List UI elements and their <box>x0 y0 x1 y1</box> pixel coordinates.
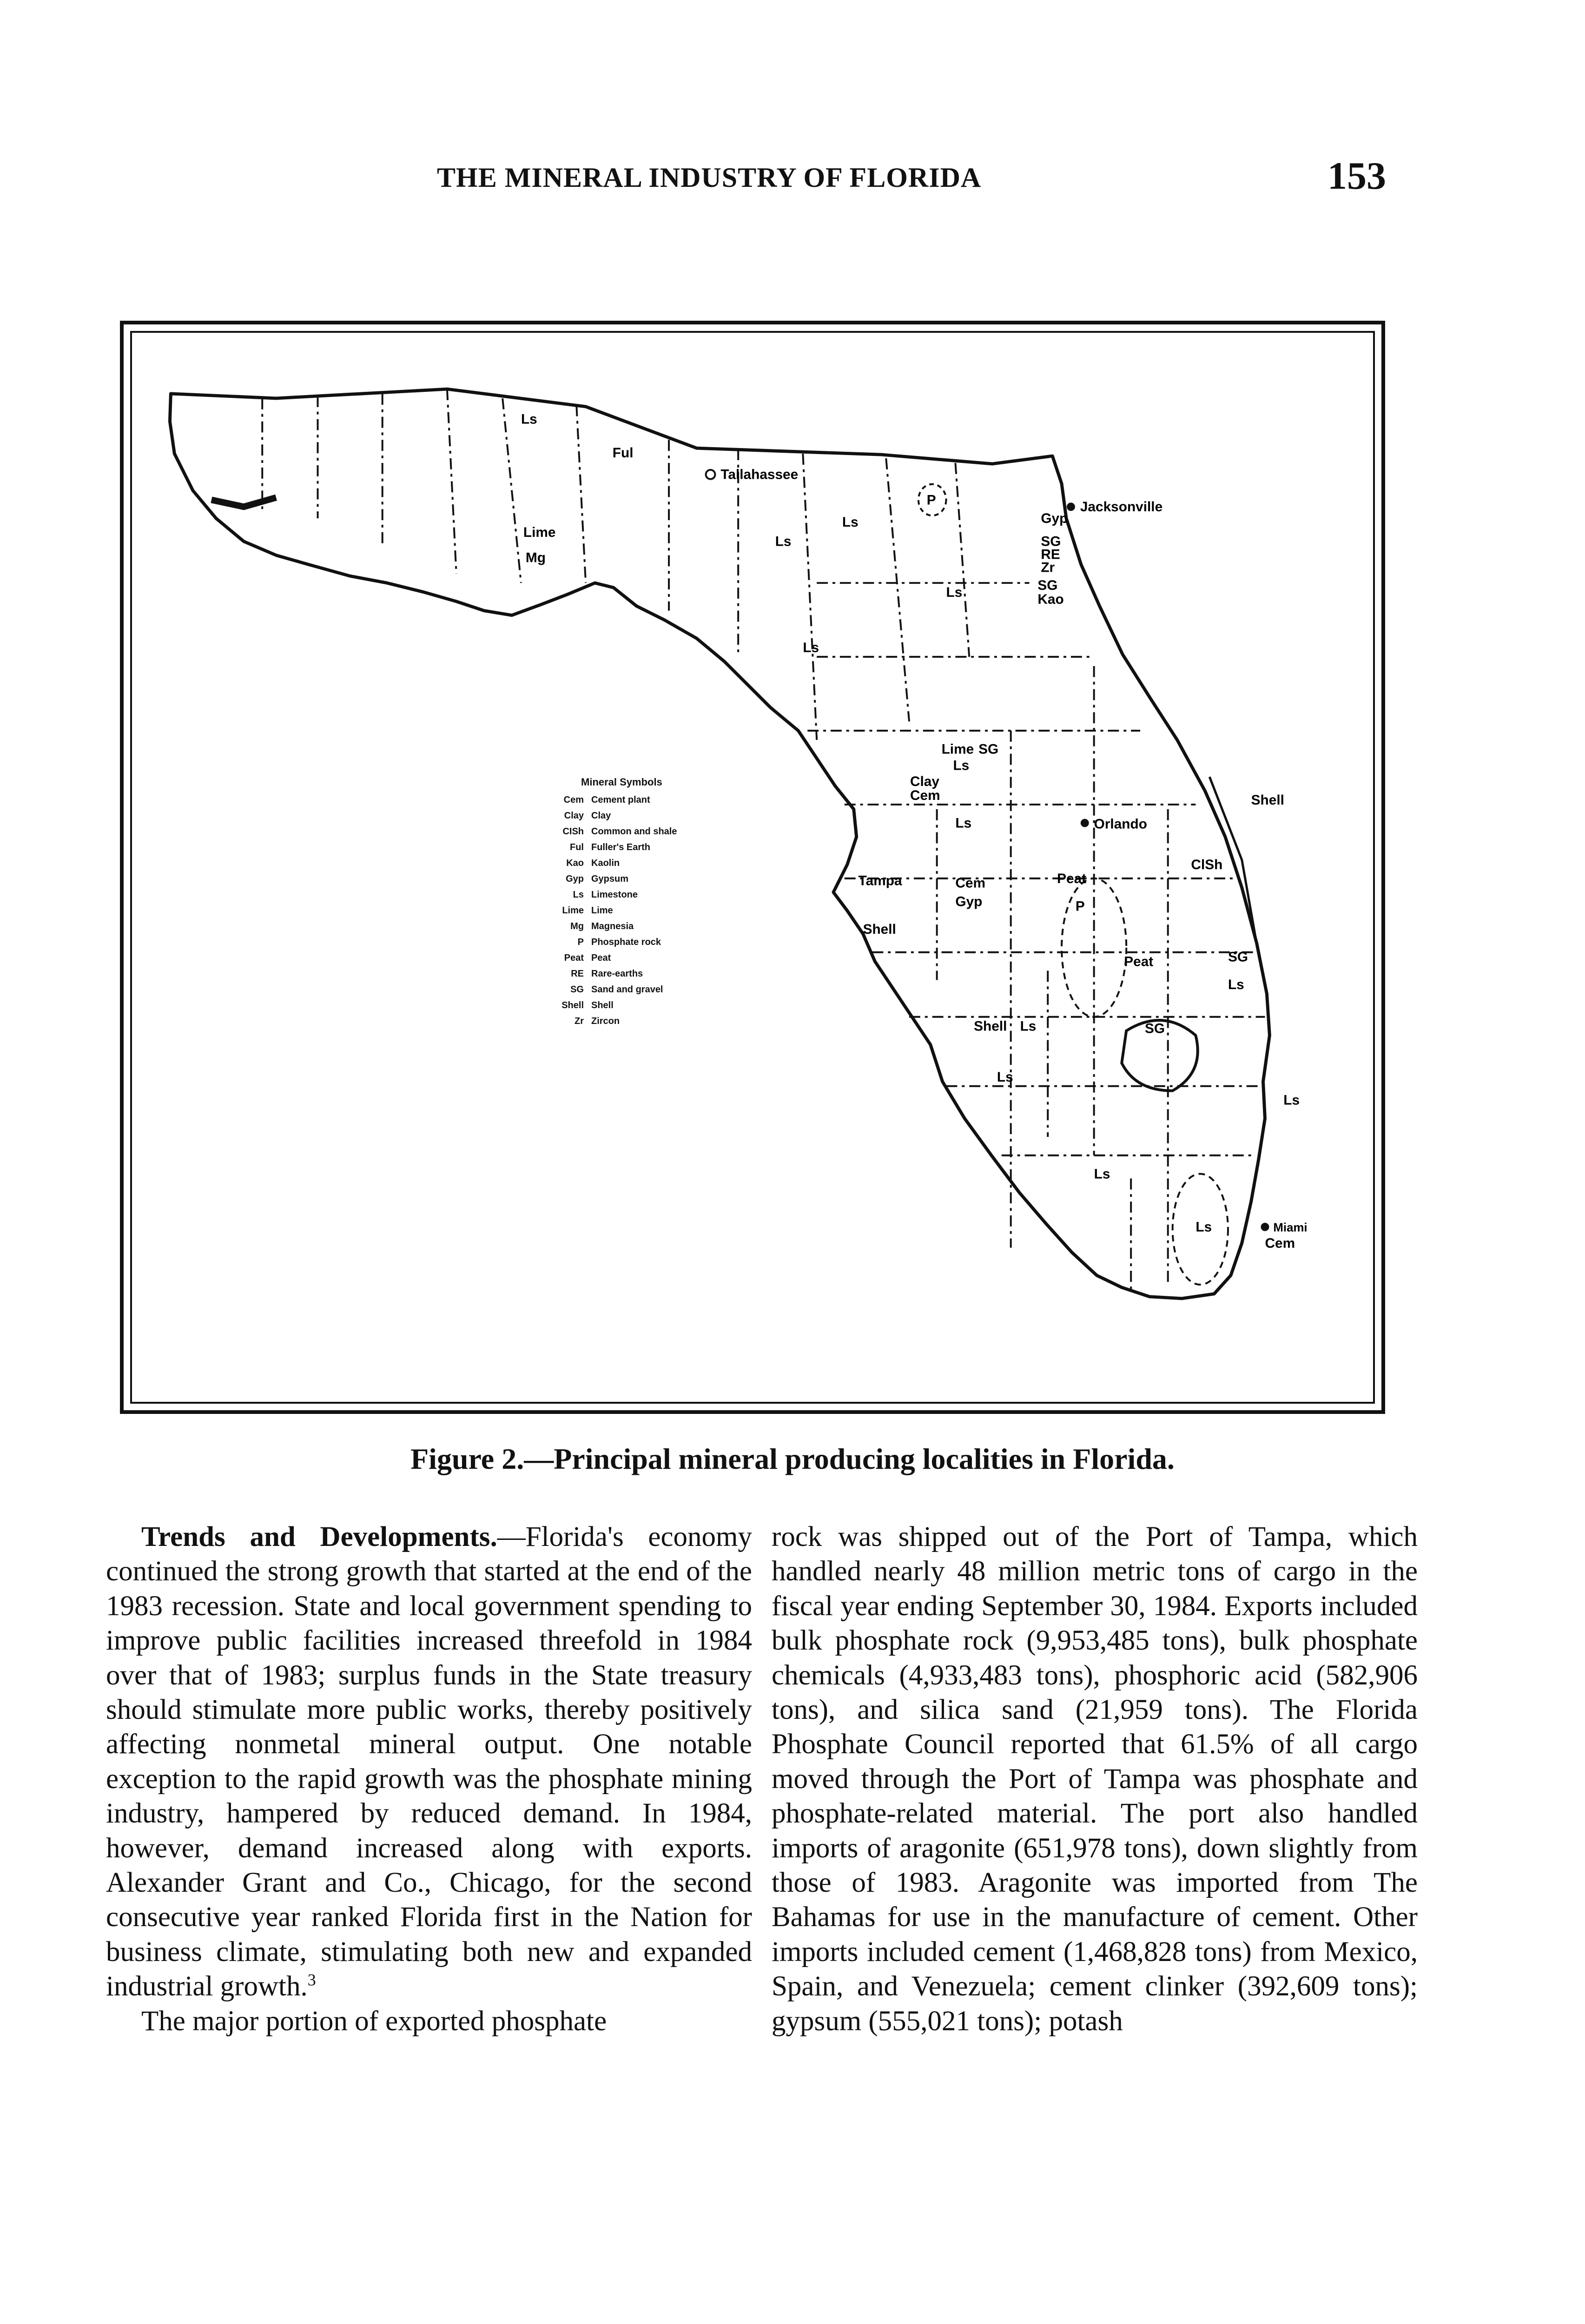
symbol-ls-lee: Ls <box>997 1069 1013 1085</box>
symbol-p-polk: P <box>1075 898 1085 914</box>
city-marker-jacksonville <box>1067 502 1075 511</box>
running-title: THE MINERAL INDUSTRY OF FLORIDA <box>437 162 982 193</box>
legend-symbol: Cem <box>563 795 584 805</box>
legend-label: Gypsum <box>591 874 629 884</box>
legend-row <box>553 997 748 1013</box>
florida-map <box>124 324 1381 1410</box>
page-number: 153 <box>1327 154 1386 198</box>
legend-symbol: Lime <box>562 905 584 916</box>
legend-label: Fuller's Earth <box>591 842 651 852</box>
legend-rows <box>553 792 748 1029</box>
label-jacksonville: Jacksonville <box>1080 499 1163 515</box>
symbol-ful-gadsden: Ful <box>612 445 634 461</box>
symbol-sg-putnam: SG <box>1037 578 1058 594</box>
figure-frame <box>120 321 1385 1414</box>
symbol-sg-sumter: SG <box>978 741 999 757</box>
legend-label: Zircon <box>591 1016 620 1026</box>
paragraph-trends <box>106 1520 752 2004</box>
legend-symbol: Gyp <box>566 874 584 884</box>
symbol-peat-highlands: Peat <box>1124 954 1154 970</box>
symbol-kao-putnam: Kao <box>1037 591 1064 607</box>
legend-symbol: Mg <box>570 921 584 931</box>
symbol-ls-charlotte: Ls <box>1020 1018 1037 1034</box>
symbol-clay-hernando: Clay <box>910 774 939 790</box>
symbol-peat-polk: Peat <box>1057 871 1087 886</box>
symbol-zr-clay: Zr <box>1041 560 1055 575</box>
text-column-left <box>106 1520 752 2039</box>
symbol-sg-glades: SG <box>1145 1021 1165 1037</box>
county-lines <box>262 389 1265 1294</box>
legend-label: Shell <box>591 1000 614 1010</box>
legend-row <box>553 966 748 982</box>
symbol-sg-stlucie: SG <box>1228 949 1248 965</box>
section-lead: Trends and Developments. <box>141 1521 497 1552</box>
symbol-ls-sumter: Ls <box>953 758 970 773</box>
legend-label: Peat <box>591 953 611 963</box>
legend-row <box>553 903 748 918</box>
symbol-ls-levy: Ls <box>803 640 819 656</box>
symbol-shell-charlotte: Shell <box>974 1018 1007 1034</box>
bay-pensacola <box>211 497 276 507</box>
legend-symbol: Zr <box>575 1016 584 1026</box>
legend-row <box>553 918 748 934</box>
legend-row <box>553 934 748 950</box>
legend-row <box>553 950 748 966</box>
symbol-ls-palmbeach: Ls <box>1283 1092 1300 1108</box>
legend-label: Phosphate rock <box>591 937 661 947</box>
symbol-lime-calhoun: Lime <box>523 524 556 540</box>
legend-label: Kaolin <box>591 858 620 868</box>
legend-label: Limestone <box>591 890 638 900</box>
legend-label: Sand and gravel <box>591 984 663 995</box>
text-column-right <box>772 1520 1418 2039</box>
legend-label: Cement plant <box>591 795 650 805</box>
symbol-mg-gulf: Mg <box>525 550 546 566</box>
legend-symbol: P <box>577 937 584 947</box>
symbol-gyp-hillsborough: Gyp <box>955 894 983 910</box>
city-marker-orlando <box>1081 819 1089 827</box>
symbol-shell-brevard: Shell <box>1251 792 1284 808</box>
legend-row <box>553 839 748 855</box>
symbol-ls-dade: Ls <box>1195 1219 1212 1235</box>
symbol-ls-taylor: Ls <box>775 534 792 549</box>
page-header <box>0 153 1585 218</box>
legend-symbol: Kao <box>566 858 584 868</box>
figure-caption: Figure 2.—Principal mineral producing localities in Florida. <box>410 1442 1175 1475</box>
city-marker-miami <box>1261 1223 1269 1231</box>
legend-row <box>553 792 748 808</box>
symbol-clsh-brevard: ClSh <box>1191 857 1223 872</box>
legend-symbol: Shell <box>561 1000 584 1010</box>
paragraph-port-tampa: rock was shipped out of the Port of Tampa, which handled nearly 48 million metric tons of cargo in the fiscal year ending September 30, 1984. Exports included bulk phosphate rock (9,953,485 tons), bulk phosphate chemicals (4,933,483 tons), phosphoric acid (582,906 tons), and silica sand (21,959 tons). The Florida Phosphate Council reported that 61.5% of all cargo moved through the Port of Tampa was phosphate and phosphate-related material. The port also handled imports of aragonite (651,978 tons), down slightly from those of 1983. Aragonite was imported from The Bahamas for use in the manufacture of cement. Other imports included cement (1,468,828 tons) from Mexico, Spain, and Venezuela; cement clinker (392,609 tons); gypsum (555,021 tons); potash <box>772 1521 1418 2037</box>
symbol-lime-sumter: Lime <box>941 741 974 757</box>
legend-symbol: CISh <box>562 826 584 837</box>
legend-row <box>553 824 748 839</box>
symbol-sg-clay: SG <box>1041 534 1061 549</box>
legend-row <box>553 808 748 824</box>
legend-label: Rare-earths <box>591 969 643 979</box>
symbol-shell-pinellas: Shell <box>863 922 896 938</box>
legend-row <box>553 855 748 871</box>
legend-symbol: Clay <box>564 811 584 821</box>
symbol-cem-dade: Cem <box>1265 1235 1295 1251</box>
symbol-cem-hernando: Cem <box>910 788 940 803</box>
legend-label: Lime <box>591 905 613 916</box>
symbol-ls-jackson: Ls <box>521 411 537 427</box>
symbol-re-clay: RE <box>1041 547 1060 562</box>
symbol-ls-pasco: Ls <box>955 815 972 831</box>
label-tallahassee: Tallahassee <box>720 467 799 482</box>
legend-symbol: SG <box>570 984 584 995</box>
map-legend <box>553 776 748 1029</box>
symbol-cem-hillsborough: Cem <box>955 875 986 891</box>
legend-row <box>553 871 748 887</box>
symbol-p-hamilton: P <box>926 492 936 508</box>
symbol-ls-collier: Ls <box>1094 1166 1110 1182</box>
footnote-mark: 3 <box>307 1970 316 1989</box>
legend-row <box>553 1013 748 1029</box>
legend-label: Common and shale <box>591 826 677 837</box>
symbol-ls-alachua: Ls <box>946 584 963 600</box>
legend-symbol: Ful <box>570 842 584 852</box>
paragraph-trends-text: —Florida's economy continued the strong growth that started at the end of the 1983 recession. State and local government spending to improve public facilities increased threefold in 1984 over that of 1983; surplus funds in the State treasury should stimulate more public works, thereby positively affecting nonmetal mineral output. One notable exception to the rapid growth was the phosphate mining industry, hampered by reduced demand. In 1984, however, demand increased along with exports. Alexander Grant and Co., Chicago, for the second consecutive year ranked Florida first in the Nation for business climate, stimulating both new and expanded industrial growth. <box>106 1521 752 2002</box>
symbol-gyp-nassau: Gyp <box>1041 511 1068 527</box>
legend-symbol: RE <box>571 969 584 979</box>
city-marker-tallahassee <box>706 470 715 479</box>
legend-label: Magnesia <box>591 921 634 931</box>
legend-row <box>553 887 748 903</box>
symbol-ls-lafayette: Ls <box>842 515 859 530</box>
paragraph-export: The major portion of exported phosphate <box>141 2005 607 2037</box>
legend-row <box>553 982 748 997</box>
label-tampa: Tampa <box>858 873 902 889</box>
legend-label: Clay <box>591 811 611 821</box>
legend-title: Mineral Symbols <box>581 776 662 788</box>
label-orlando: Orlando <box>1094 816 1147 832</box>
label-miami: Miami <box>1273 1221 1308 1235</box>
legend-symbol: Peat <box>564 953 584 963</box>
symbol-ls-stlucie: Ls <box>1228 977 1244 993</box>
legend-symbol: Ls <box>573 890 584 900</box>
